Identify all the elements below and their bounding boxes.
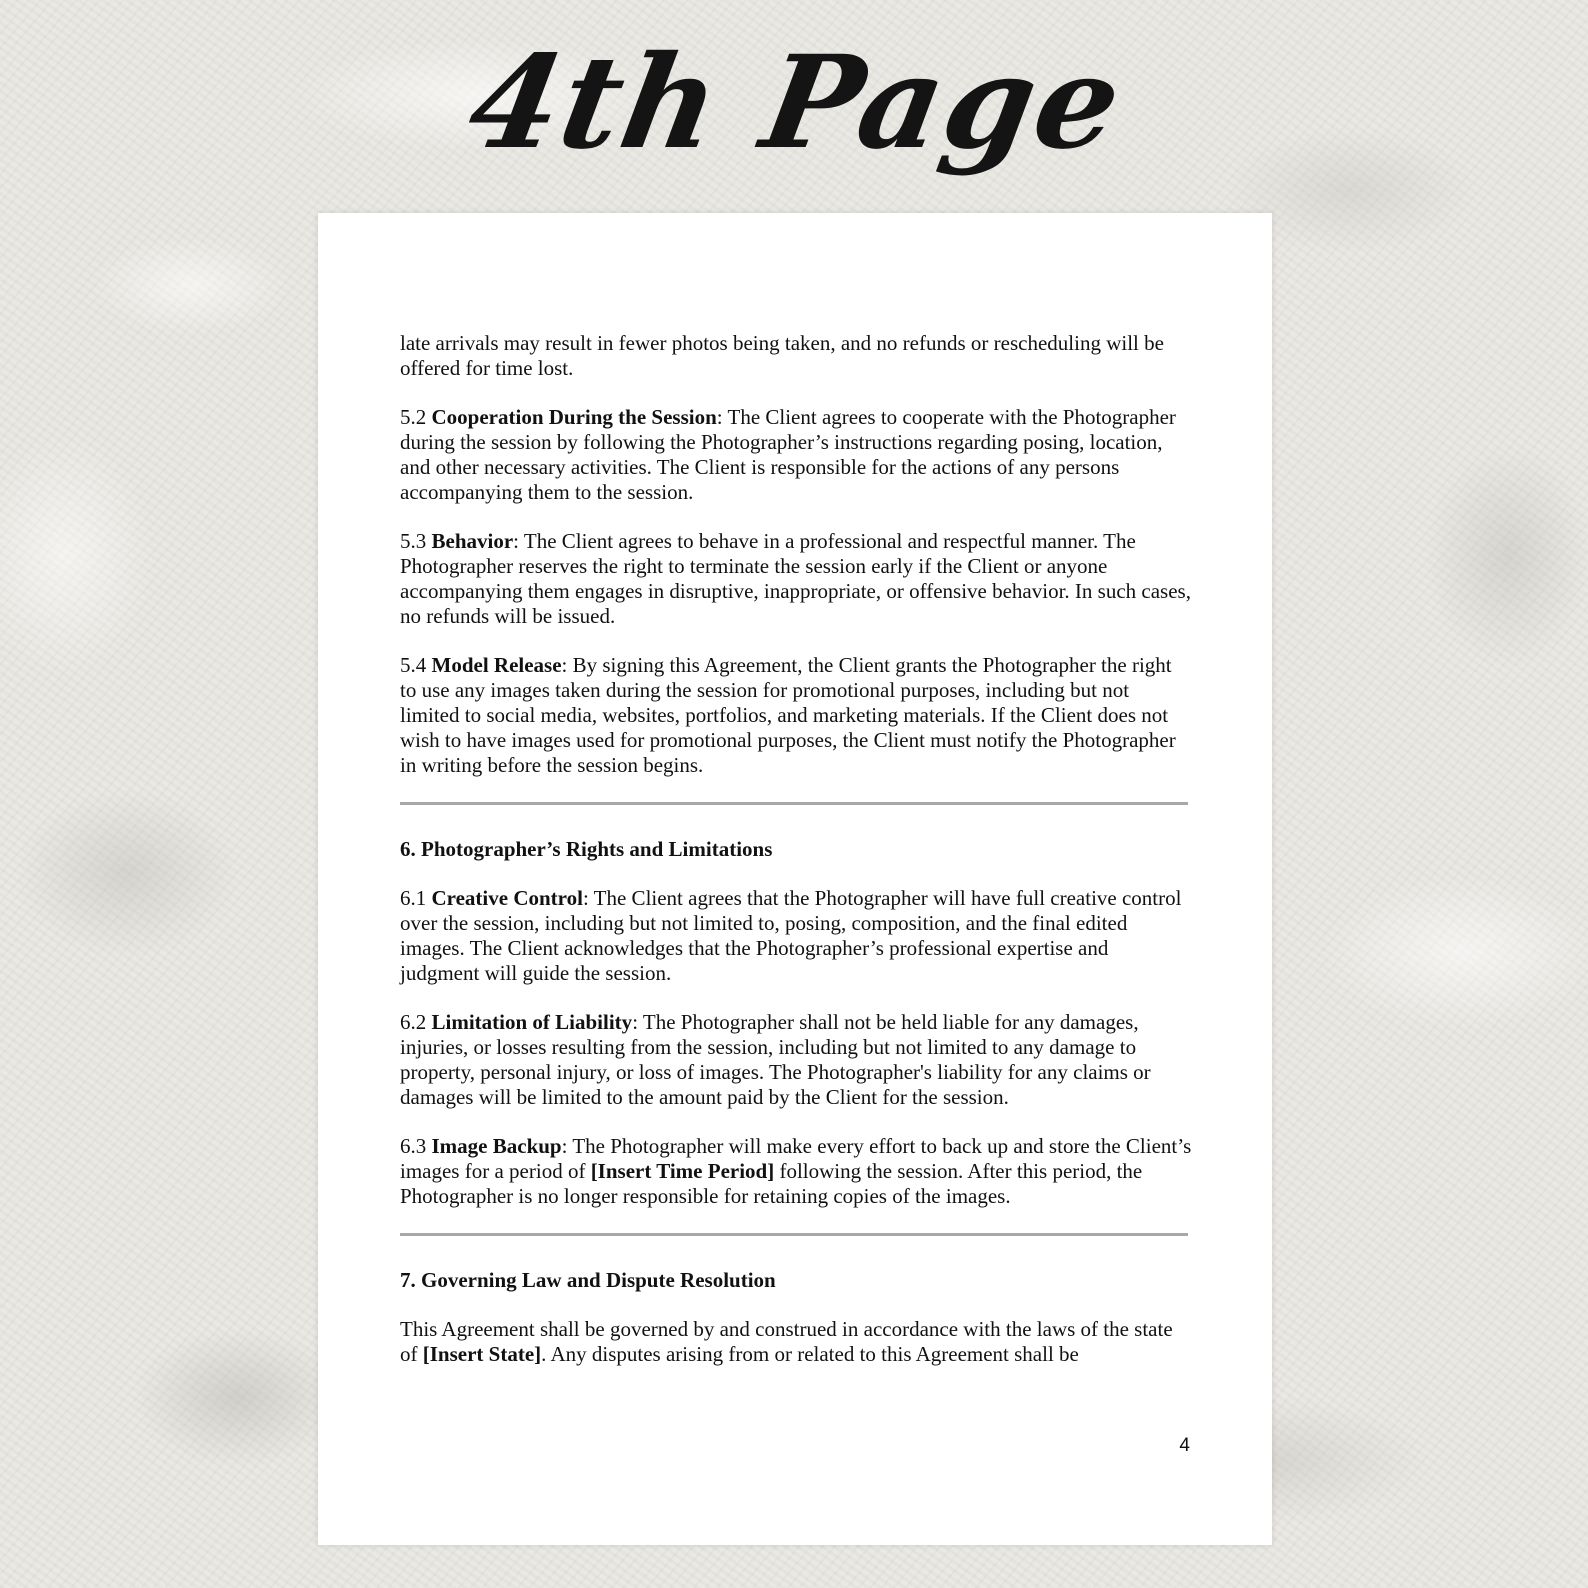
- clause-title: Model Release: [431, 653, 562, 677]
- banner-title: 4th Page: [458, 28, 1134, 178]
- section-divider: [400, 1233, 1188, 1236]
- clause-number: 5.4: [400, 653, 427, 677]
- clause-number: 5.2: [400, 405, 427, 429]
- clause-5-4: [400, 653, 1192, 778]
- clause-text: : By signing this Agreement, the Client grants the Photographer the right to use any images taken during the session for promotional purposes, including but not limited to social media, websites, portfolios, and marketing materials. If the Client does not wish to have images used for promotional purposes, the Client must notify the Photographer in writing before the session begins.: [400, 653, 1176, 777]
- clause-text: following the session. After this period, the Photographer is no longer responsible for retaining copies of the images.: [400, 1159, 1143, 1208]
- clause-6-2: [400, 1010, 1192, 1110]
- clause-text: : The Photographer will make every effort to back up and store the Client’s images for a period of: [400, 1134, 1192, 1183]
- section-7-heading: 7. Governing Law and Dispute Resolution: [400, 1268, 776, 1292]
- clause-title: Limitation of Liability: [431, 1010, 633, 1034]
- paragraph-text: . Any disputes arising from or related to this Agreement shall be: [541, 1342, 1079, 1366]
- clause-title: Image Backup: [431, 1134, 562, 1158]
- clause-5-2: [400, 405, 1192, 505]
- time-period-placeholder: [Insert Time Period]: [590, 1159, 775, 1183]
- continuation-paragraph: late arrivals may result in fewer photos being taken, and no refunds or rescheduling will be offered for time lost.: [400, 331, 1164, 380]
- clause-5-3: [400, 529, 1192, 629]
- page-number: 4: [1179, 1435, 1190, 1456]
- clause-6-3: [400, 1134, 1192, 1209]
- clause-number: 6.3: [400, 1134, 427, 1158]
- clause-title: Behavior: [431, 529, 514, 553]
- clause-text: : The Client agrees to behave in a professional and respectful manner. The Photographer reserves the right to terminate the session early if the Client or anyone accompanying them engages in disruptive, inappropriate, or offensive behavior. In such cases, no refunds will be issued.: [400, 529, 1191, 628]
- clause-6-1: [400, 886, 1192, 986]
- clause-title: Creative Control: [431, 886, 583, 910]
- section-7-paragraph: [400, 1317, 1192, 1367]
- section-divider: [400, 802, 1188, 805]
- clause-text: : The Photographer shall not be held liable for any damages, injuries, or losses resulting from the session, including but not limited to any damage to property, personal injury, or loss of images. The Photographer's liability for any claims or damages will be limited to the amount paid by the Client for the session.: [400, 1010, 1151, 1109]
- clause-text: : The Client agrees that the Photographer will have full creative control over the session, including but not limited to, posing, composition, and the final edited images. The Client acknowledges that the Photographer’s professional expertise and judgment will guide the session.: [400, 886, 1182, 985]
- document-page: [318, 213, 1272, 1545]
- clause-number: 6.1: [400, 886, 427, 910]
- section-6-heading: 6. Photographer’s Rights and Limitations: [400, 837, 773, 861]
- paragraph-text: This Agreement shall be governed by and construed in accordance with the laws of the state of: [400, 1317, 1173, 1366]
- clause-title: Cooperation During the Session: [431, 405, 717, 429]
- state-placeholder: [Insert State]: [422, 1342, 542, 1366]
- clause-number: 5.3: [400, 529, 427, 553]
- document-body: [400, 331, 1192, 1391]
- clause-number: 6.2: [400, 1010, 427, 1034]
- clause-text: : The Client agrees to cooperate with the Photographer during the session by following the Photographer’s instructions regarding posing, location, and other necessary activities. The Client is responsible for the actions of any persons accompanying them to the session.: [400, 405, 1176, 504]
